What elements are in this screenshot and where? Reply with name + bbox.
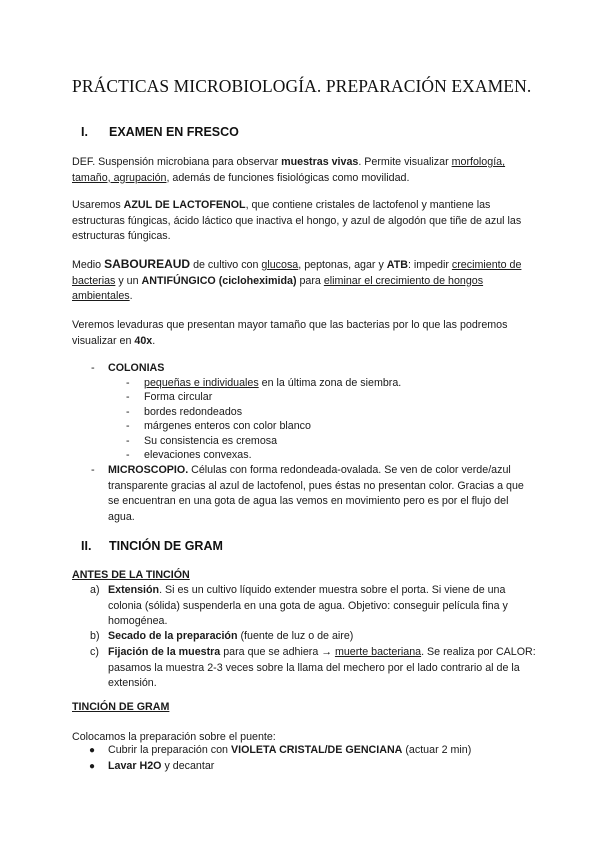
text-underline: muerte bacteriana <box>334 646 422 658</box>
text: (fuente de luz o de aire) <box>237 630 354 642</box>
text: Células con forma redondeada-ovalada. Se ven de color verde/azul transparente gracias al azul de lactofenol, pues éstas no presentan color. Gracias a que se encuentran en una gota de agua las vemos en movimiento pero es por el flujo del agua. <box>108 464 524 523</box>
text: y decantar <box>161 760 215 772</box>
text: de cultivo con <box>190 259 262 271</box>
text: Usaremos <box>72 199 124 211</box>
text: , que contiene cristales de lactofenol y mantiene las estructuras fúngicas, ácido láctico que inactiva el hongo, y azul de algodón que tiñe de azul las estructuras fúngicas. <box>72 199 522 242</box>
text: . Se realiza por CALOR: pasamos la muestra 2-3 veces sobre la llama del mechero por el lado contrario al de la extensión. <box>108 646 536 689</box>
intro-text: Colocamos la preparación sobre el puente: <box>72 731 276 743</box>
text: para que se adhiera → <box>220 646 335 658</box>
text: elevaciones convexas. <box>144 449 252 461</box>
text: Veremos levaduras que presentan mayor tamaño que las bacterias por lo que las podremos visualizar en <box>72 319 508 347</box>
text-bold: Lavar H2O <box>108 760 162 772</box>
bullet-icon: ● <box>89 745 96 756</box>
text: . <box>129 290 133 302</box>
text: márgenes enteros con color blanco <box>144 420 311 432</box>
text: . <box>152 334 156 347</box>
list-item <box>108 629 536 645</box>
list-marker: - <box>126 377 130 389</box>
text-bold: 40x <box>134 334 153 347</box>
text: . Permite visualizar <box>358 156 452 168</box>
section-title: EXAMEN EN FRESCO <box>109 125 239 139</box>
text-underline: crecimiento de bacterias <box>72 259 522 287</box>
text: Su consistencia es cremosa <box>144 435 278 447</box>
subheading-tincion-gram: TINCIÓN DE GRAM <box>72 701 170 713</box>
lactofenol-paragraph <box>72 198 532 245</box>
list-marker: - <box>91 362 95 374</box>
list-marker: - <box>91 464 95 476</box>
text-bold: Fijación de la muestra <box>108 646 221 658</box>
text-bold: ANTIFÚNGICO (cicloheximida) <box>141 274 297 287</box>
text-bold: VIOLETA CRISTAL/DE GENCIANA <box>230 744 403 756</box>
text: . Si es un cultivo líquido extender muestra sobre el porta. Si viene de una colonia (sólida) suspenderla en una gota de agua. Objetivo: conseguir película fina y homogénea. <box>108 584 508 627</box>
text: para <box>296 274 324 287</box>
microscopio-paragraph <box>108 463 534 525</box>
definition-paragraph <box>72 155 532 186</box>
list-item <box>126 391 212 403</box>
text: en la última zona de siembra. <box>258 377 402 389</box>
text: Medio <box>72 259 105 271</box>
text: , peptonas, agar y <box>298 259 387 271</box>
subheading-antes-tincion: ANTES DE LA TINCIÓN <box>72 569 190 581</box>
section-title: TINCIÓN DE GRAM <box>109 539 223 553</box>
list-item <box>89 744 471 756</box>
text-bold: MICROSCOPIO. <box>108 464 189 476</box>
text: y un <box>115 274 142 287</box>
list-marker: - <box>126 391 130 403</box>
text: , además de funciones fisiológicas como movilidad. <box>166 171 410 184</box>
list-marker: c) <box>90 646 99 658</box>
section-heading-examen-fresco <box>81 125 239 139</box>
text: DEF. Suspensión microbiana para observar <box>72 156 282 168</box>
text-underline: glucosa <box>261 259 299 271</box>
text-underline: morfología, tamaño, agrupación <box>72 156 506 184</box>
section-number: II. <box>81 539 92 553</box>
sabouraud-paragraph <box>72 257 534 305</box>
list-marker: - <box>126 420 130 432</box>
page-title: PRÁCTICAS MICROBIOLOGÍA. PREPARACIÓN EXAMEN. <box>72 76 532 96</box>
text-bold: AZUL DE LACTOFENOL <box>123 199 246 211</box>
bullet-icon: ● <box>89 761 96 772</box>
section-number: I. <box>81 125 88 139</box>
text-underline: pequeñas e individuales <box>144 377 259 389</box>
list-marker: b) <box>90 630 100 642</box>
text: Cubrir la preparación con <box>108 744 231 756</box>
list-item <box>108 583 536 630</box>
list-item <box>126 435 277 447</box>
text: Forma circular <box>144 391 213 403</box>
colonias-label: COLONIAS <box>108 362 165 374</box>
text-underline: eliminar el crecimiento de hongos ambientales <box>72 274 484 302</box>
levaduras-paragraph <box>72 318 532 349</box>
list-marker: a) <box>90 584 100 596</box>
list-marker: - <box>126 449 130 461</box>
list-item <box>126 449 252 461</box>
list-item <box>108 645 536 692</box>
list-item <box>126 377 401 389</box>
text: bordes redondeados <box>144 406 243 418</box>
text-bold: Extensión <box>108 584 160 596</box>
text-bold: ATB <box>386 259 408 271</box>
text: : impedir <box>407 259 452 271</box>
list-marker: - <box>126 406 130 418</box>
list-item <box>126 420 311 432</box>
list-item <box>126 406 242 418</box>
list-marker: - <box>126 435 130 447</box>
text-bold: Secado de la preparación <box>108 630 238 642</box>
text: (actuar 2 min) <box>402 744 472 756</box>
section-heading-tincion-gram <box>81 539 223 553</box>
list-item <box>89 760 214 772</box>
text-bold: muestras vivas <box>281 156 359 168</box>
text-bold: SABOUREAUD <box>104 257 191 271</box>
